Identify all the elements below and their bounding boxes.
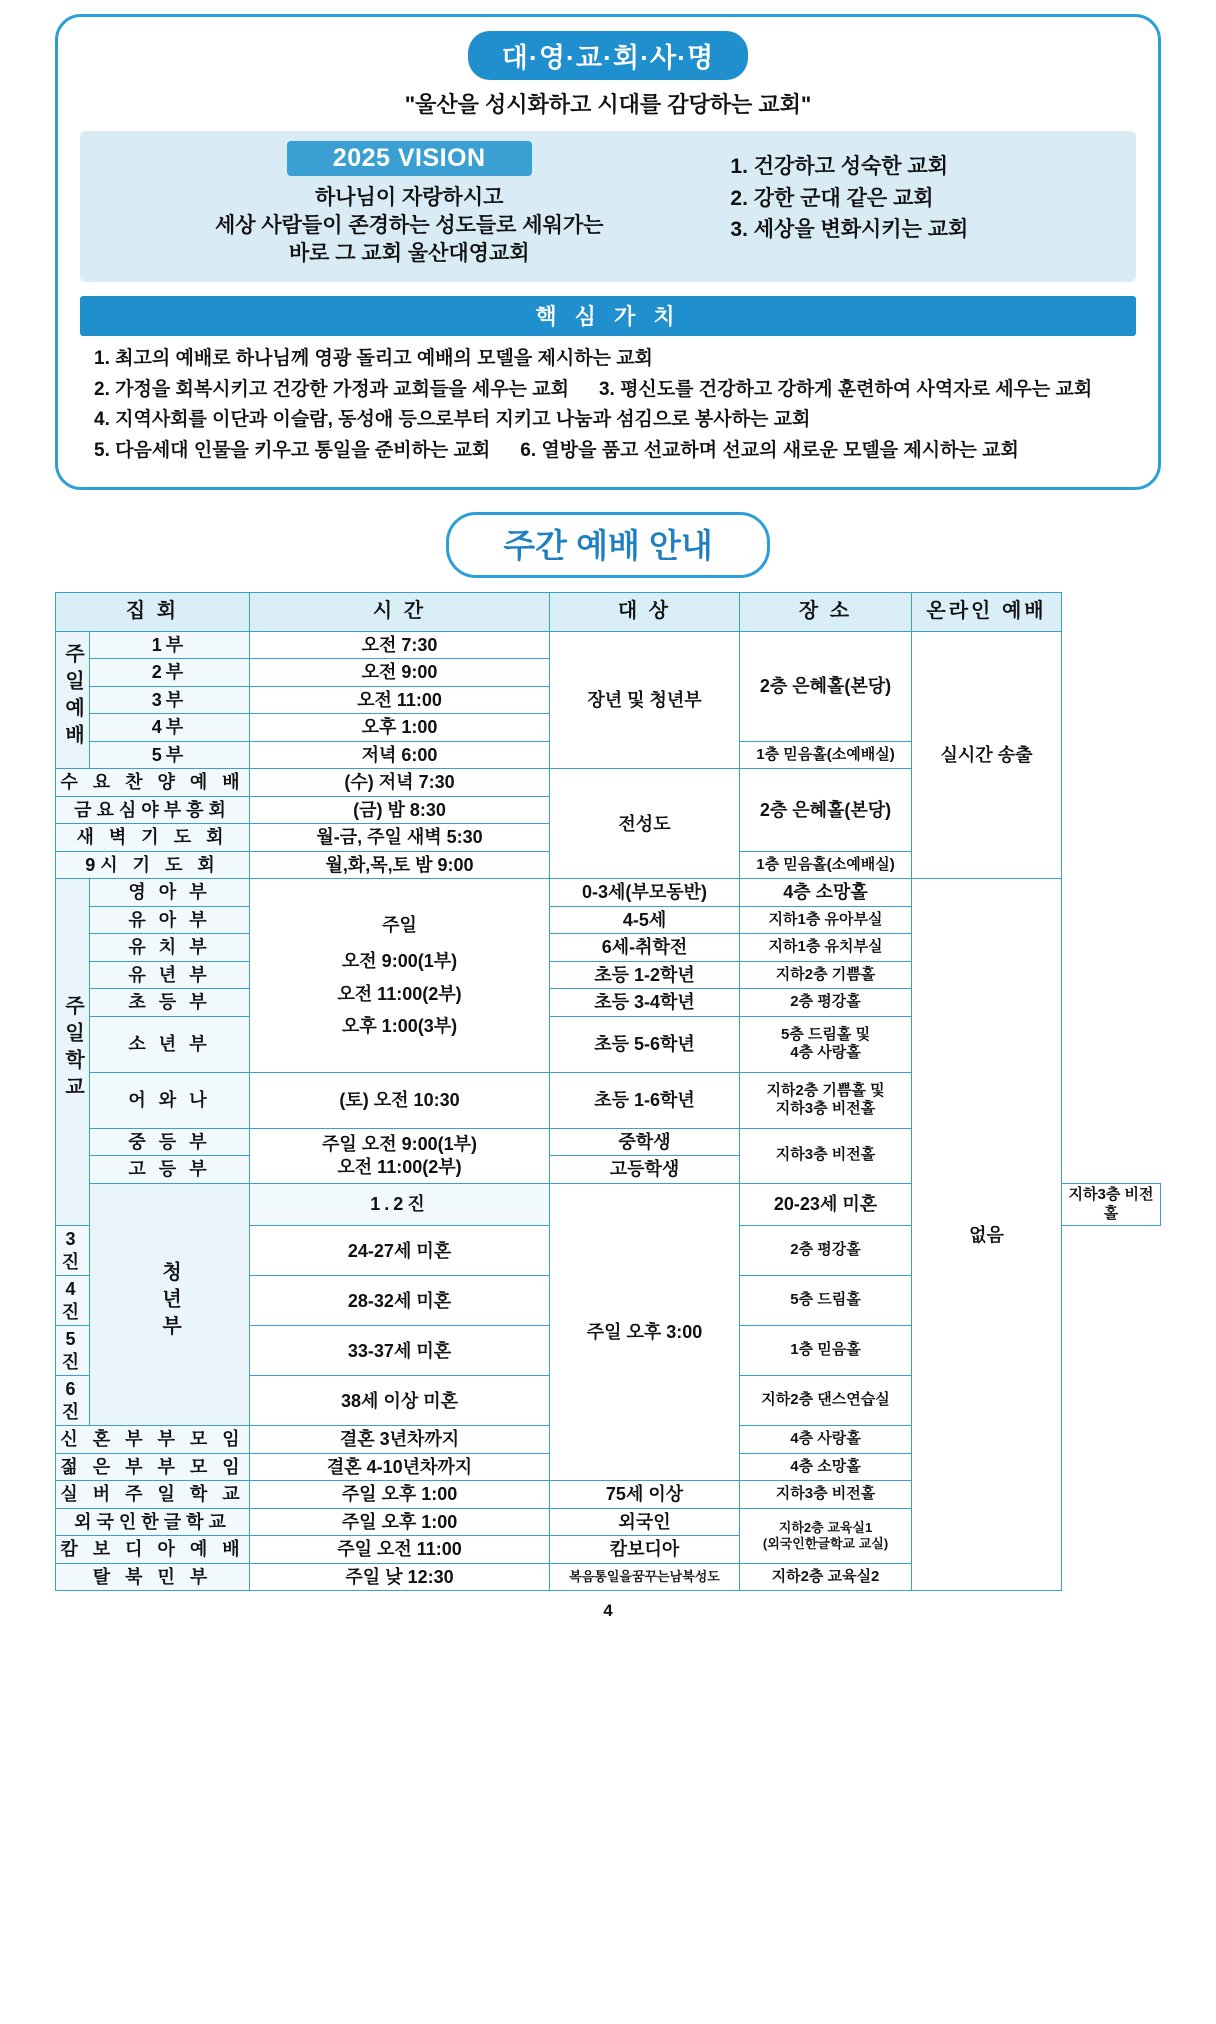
row-place: 지하3층 비전홀 — [1062, 1183, 1161, 1226]
row-place: 지하2층 교육실2 — [740, 1563, 912, 1591]
core-value-row — [94, 344, 1136, 375]
row-place: 2층 평강홀 — [740, 1226, 912, 1276]
core-value-5: 5. 다음세대 인물을 키우고 통일을 준비하는 교회 — [94, 440, 491, 462]
row-time: 저녁 6:00 — [250, 741, 550, 769]
row-place: 2층 평강홀 — [740, 989, 912, 1017]
vision-panel — [55, 14, 1161, 490]
row-time: (토) 오전 10:30 — [250, 1072, 550, 1128]
row-place: 지하1층 유치부실 — [740, 934, 912, 962]
core-value-4: 4. 지역사회를 이단과 이슬람, 동성애 등으로부터 지키고 나눔과 섬김으로 봉사하는 교회 — [94, 409, 811, 431]
row-online: 없음 — [912, 879, 1062, 1591]
core-value-1: 1. 최고의 예배로 하나님께 영광 돌리고 예배의 모델을 제시하는 교회 — [94, 347, 653, 369]
row-place — [740, 1016, 912, 1072]
row-time: 주일 오후 3:00 — [550, 1183, 740, 1481]
page-number: 4 — [603, 1601, 613, 1621]
core-value-row — [94, 405, 1136, 436]
row-time: 월-금, 주일 새벽 5:30 — [250, 824, 550, 852]
row-label: 새 벽 기 도 회 — [56, 824, 250, 852]
school-time-line-3: 오전 11:00(2부) — [337, 983, 462, 1004]
row-target: 초등 3-4학년 — [550, 989, 740, 1017]
row-label: 고 등 부 — [90, 1156, 250, 1184]
row-label: 5부 — [90, 741, 250, 769]
row-label: 젊 은 부 부 모 임 — [56, 1453, 250, 1481]
row-target: 고등학생 — [550, 1156, 740, 1184]
row-place: 4층 사랑홀 — [740, 1426, 912, 1454]
row-place: 2층 은혜홀(본당) — [740, 631, 912, 741]
row-target: 4-5세 — [550, 906, 740, 934]
place-line-1: 지하2층 교육실1 — [778, 1519, 873, 1535]
row-time: 오전 11:00 — [250, 686, 550, 714]
place-line-2: (외국인한글학교 교실) — [762, 1535, 889, 1551]
group-label-youth — [90, 1183, 250, 1426]
vision-line-2: 세상 사람들이 존경하는 성도들로 세워가는 — [214, 213, 604, 237]
vision-goal-3: 3. 세상을 변화시키는 교회 — [730, 218, 969, 241]
group-label-text: 주일학교 — [61, 994, 84, 1103]
vision-left — [98, 141, 720, 268]
row-label: 유 아 부 — [90, 906, 250, 934]
row-target: 중학생 — [550, 1128, 740, 1156]
row-target: 결혼 4-10년차까지 — [250, 1453, 550, 1481]
mission-title: 대·영·교·회·사·명 — [468, 31, 748, 80]
row-label: 어 와 나 — [90, 1072, 250, 1128]
row-label: 1.2진 — [250, 1183, 550, 1226]
time-line-1: 주일 오전 9:00(1부) — [322, 1134, 477, 1155]
mission-subtitle: "울산을 성시화하고 시대를 감당하는 교회" — [404, 92, 812, 117]
core-value-3: 3. 평신도를 건강하고 강하게 훈련하여 사역자로 세우는 교회 — [598, 378, 1093, 400]
weekly-schedule-table — [55, 592, 1161, 1592]
row-target: 초등 1-6학년 — [550, 1072, 740, 1128]
row-label: 실 버 주 일 학 교 — [56, 1481, 250, 1509]
row-place: 1층 믿음홀 — [740, 1326, 912, 1376]
row-label: 4진 — [56, 1276, 90, 1326]
bulletin-page — [0, 14, 1216, 2024]
core-values-list — [80, 344, 1136, 467]
row-place: 1층 믿음홀(소예배실) — [740, 741, 912, 769]
row-time: 주일 오전 11:00 — [250, 1536, 550, 1564]
vision-goal-2: 2. 강한 군대 같은 교회 — [730, 186, 934, 210]
row-label: 영 아 부 — [90, 879, 250, 907]
row-target: 외국인 — [550, 1508, 740, 1536]
row-target: 초등 1-2학년 — [550, 961, 740, 989]
row-label: 4부 — [90, 714, 250, 742]
row-place — [740, 1072, 912, 1128]
row-label: 탈 북 민 부 — [56, 1563, 250, 1591]
row-time: (수) 저녁 7:30 — [250, 769, 550, 797]
weekly-schedule-title-wrap — [55, 512, 1161, 578]
row-time: 오후 1:00 — [250, 714, 550, 742]
row-place: 4층 소망홀 — [740, 879, 912, 907]
row-label: 캄 보 디 아 예 배 — [56, 1536, 250, 1564]
vision-box — [80, 131, 1136, 282]
row-target: 28-32세 미혼 — [250, 1276, 550, 1326]
row-time — [250, 1128, 550, 1183]
row-place: 지하2층 기쁨홀 — [740, 961, 912, 989]
weekly-schedule-title: 주간 예배 안내 — [446, 512, 770, 578]
school-time-line-1: 주일 — [382, 914, 417, 935]
row-label: 6진 — [56, 1376, 90, 1426]
table-row — [56, 631, 1161, 659]
row-online: 실시간 송출 — [912, 631, 1062, 879]
row-place: 지하3층 비전홀 — [740, 1128, 912, 1183]
school-time-line-4: 오후 1:00(3부) — [341, 1016, 458, 1037]
table-row — [56, 879, 1161, 907]
row-target: 75세 이상 — [550, 1481, 740, 1509]
vision-line-1: 하나님이 자랑하시고 — [314, 186, 504, 209]
core-value-row — [94, 436, 1136, 467]
row-label: 수 요 찬 양 예 배 — [56, 769, 250, 797]
row-target: 20-23세 미혼 — [740, 1183, 912, 1226]
row-place: 2층 은혜홀(본당) — [740, 769, 912, 852]
row-place: 지하3층 비전홀 — [740, 1481, 912, 1509]
group-label-sunday-worship — [56, 631, 90, 769]
vision-line-3: 바로 그 교회 울산대영교회 — [288, 241, 530, 265]
col-header-place: 장 소 — [740, 592, 912, 631]
row-target: 전성도 — [550, 769, 740, 879]
row-target: 결혼 3년차까지 — [250, 1426, 550, 1454]
time-line-2: 오전 11:00(2부) — [337, 1156, 462, 1177]
row-time: (금) 밤 8:30 — [250, 796, 550, 824]
row-time: 오전 9:00 — [250, 659, 550, 687]
row-label: 소 년 부 — [90, 1016, 250, 1072]
school-time-line-2: 오전 9:00(1부) — [341, 951, 458, 972]
place-line-2: 4층 사랑홀 — [790, 1044, 861, 1062]
row-place: 5층 드림홀 — [740, 1276, 912, 1326]
row-label: 외국인한글학교 — [56, 1508, 250, 1536]
core-value-6: 6. 열방을 품고 선교하며 선교의 새로운 모델을 제시하는 교회 — [520, 440, 1019, 462]
row-target: 초등 5-6학년 — [550, 1016, 740, 1072]
row-target: 33-37세 미혼 — [250, 1326, 550, 1376]
row-time: 오전 7:30 — [250, 631, 550, 659]
row-label: 금요심야부흥회 — [56, 796, 250, 824]
vision-goal-1: 1. 건강하고 성숙한 교회 — [730, 155, 948, 178]
vision-statement — [98, 184, 720, 268]
row-label: 신 혼 부 부 모 임 — [56, 1426, 250, 1454]
row-place: 지하1층 유아부실 — [740, 906, 912, 934]
row-label: 3부 — [90, 686, 250, 714]
place-line-2: 지하3층 비전홀 — [775, 1100, 876, 1118]
row-time — [250, 879, 550, 1073]
group-label-sunday-school — [56, 879, 90, 1226]
row-place: 지하2층 댄스연습실 — [740, 1376, 912, 1426]
row-target: 복음통일을꿈꾸는남북성도 — [550, 1563, 740, 1591]
row-label: 1부 — [90, 631, 250, 659]
group-label-text: 주일예배 — [61, 642, 84, 751]
col-header-time: 시 간 — [250, 592, 550, 631]
row-label: 5진 — [56, 1326, 90, 1376]
core-value-row — [94, 375, 1136, 406]
row-target: 24-27세 미혼 — [250, 1226, 550, 1276]
col-header-meeting: 집 회 — [56, 592, 250, 631]
row-time: 주일 낮 12:30 — [250, 1563, 550, 1591]
vision-goals — [730, 141, 1118, 246]
row-target: 캄보디아 — [550, 1536, 740, 1564]
place-line-1: 5층 드림홀 및 — [780, 1025, 871, 1043]
row-label: 초 등 부 — [90, 989, 250, 1017]
row-time: 월,화,목,토 밤 9:00 — [250, 851, 550, 879]
mission-title-wrap — [80, 31, 1136, 80]
row-time: 주일 오후 1:00 — [250, 1481, 550, 1509]
row-place — [740, 1508, 912, 1563]
table-header-row — [56, 592, 1161, 631]
col-header-target: 대 상 — [550, 592, 740, 631]
row-target: 6세-취학전 — [550, 934, 740, 962]
row-label: 3진 — [56, 1226, 90, 1276]
row-label: 2부 — [90, 659, 250, 687]
core-values-header: 핵 심 가 치 — [80, 296, 1136, 336]
row-place: 4층 소망홀 — [740, 1453, 912, 1481]
row-place: 1층 믿음홀(소예배실) — [740, 851, 912, 879]
place-line-1: 지하2층 기쁨홀 및 — [766, 1081, 885, 1099]
row-label: 유 년 부 — [90, 961, 250, 989]
group-label-text: 청년부 — [158, 1260, 181, 1342]
row-label: 9시 기 도 회 — [56, 851, 250, 879]
row-target: 38세 이상 미혼 — [250, 1376, 550, 1426]
row-target: 장년 및 청년부 — [550, 631, 740, 769]
row-time: 주일 오후 1:00 — [250, 1508, 550, 1536]
col-header-online: 온라인 예배 — [912, 592, 1062, 631]
row-target: 0-3세(부모동반) — [550, 879, 740, 907]
vision-year-tag: 2025 VISION — [287, 141, 532, 176]
row-label: 중 등 부 — [90, 1128, 250, 1156]
core-value-2: 2. 가정을 회복시키고 건강한 가정과 교회들을 세우는 교회 — [94, 378, 569, 400]
row-label: 유 치 부 — [90, 934, 250, 962]
